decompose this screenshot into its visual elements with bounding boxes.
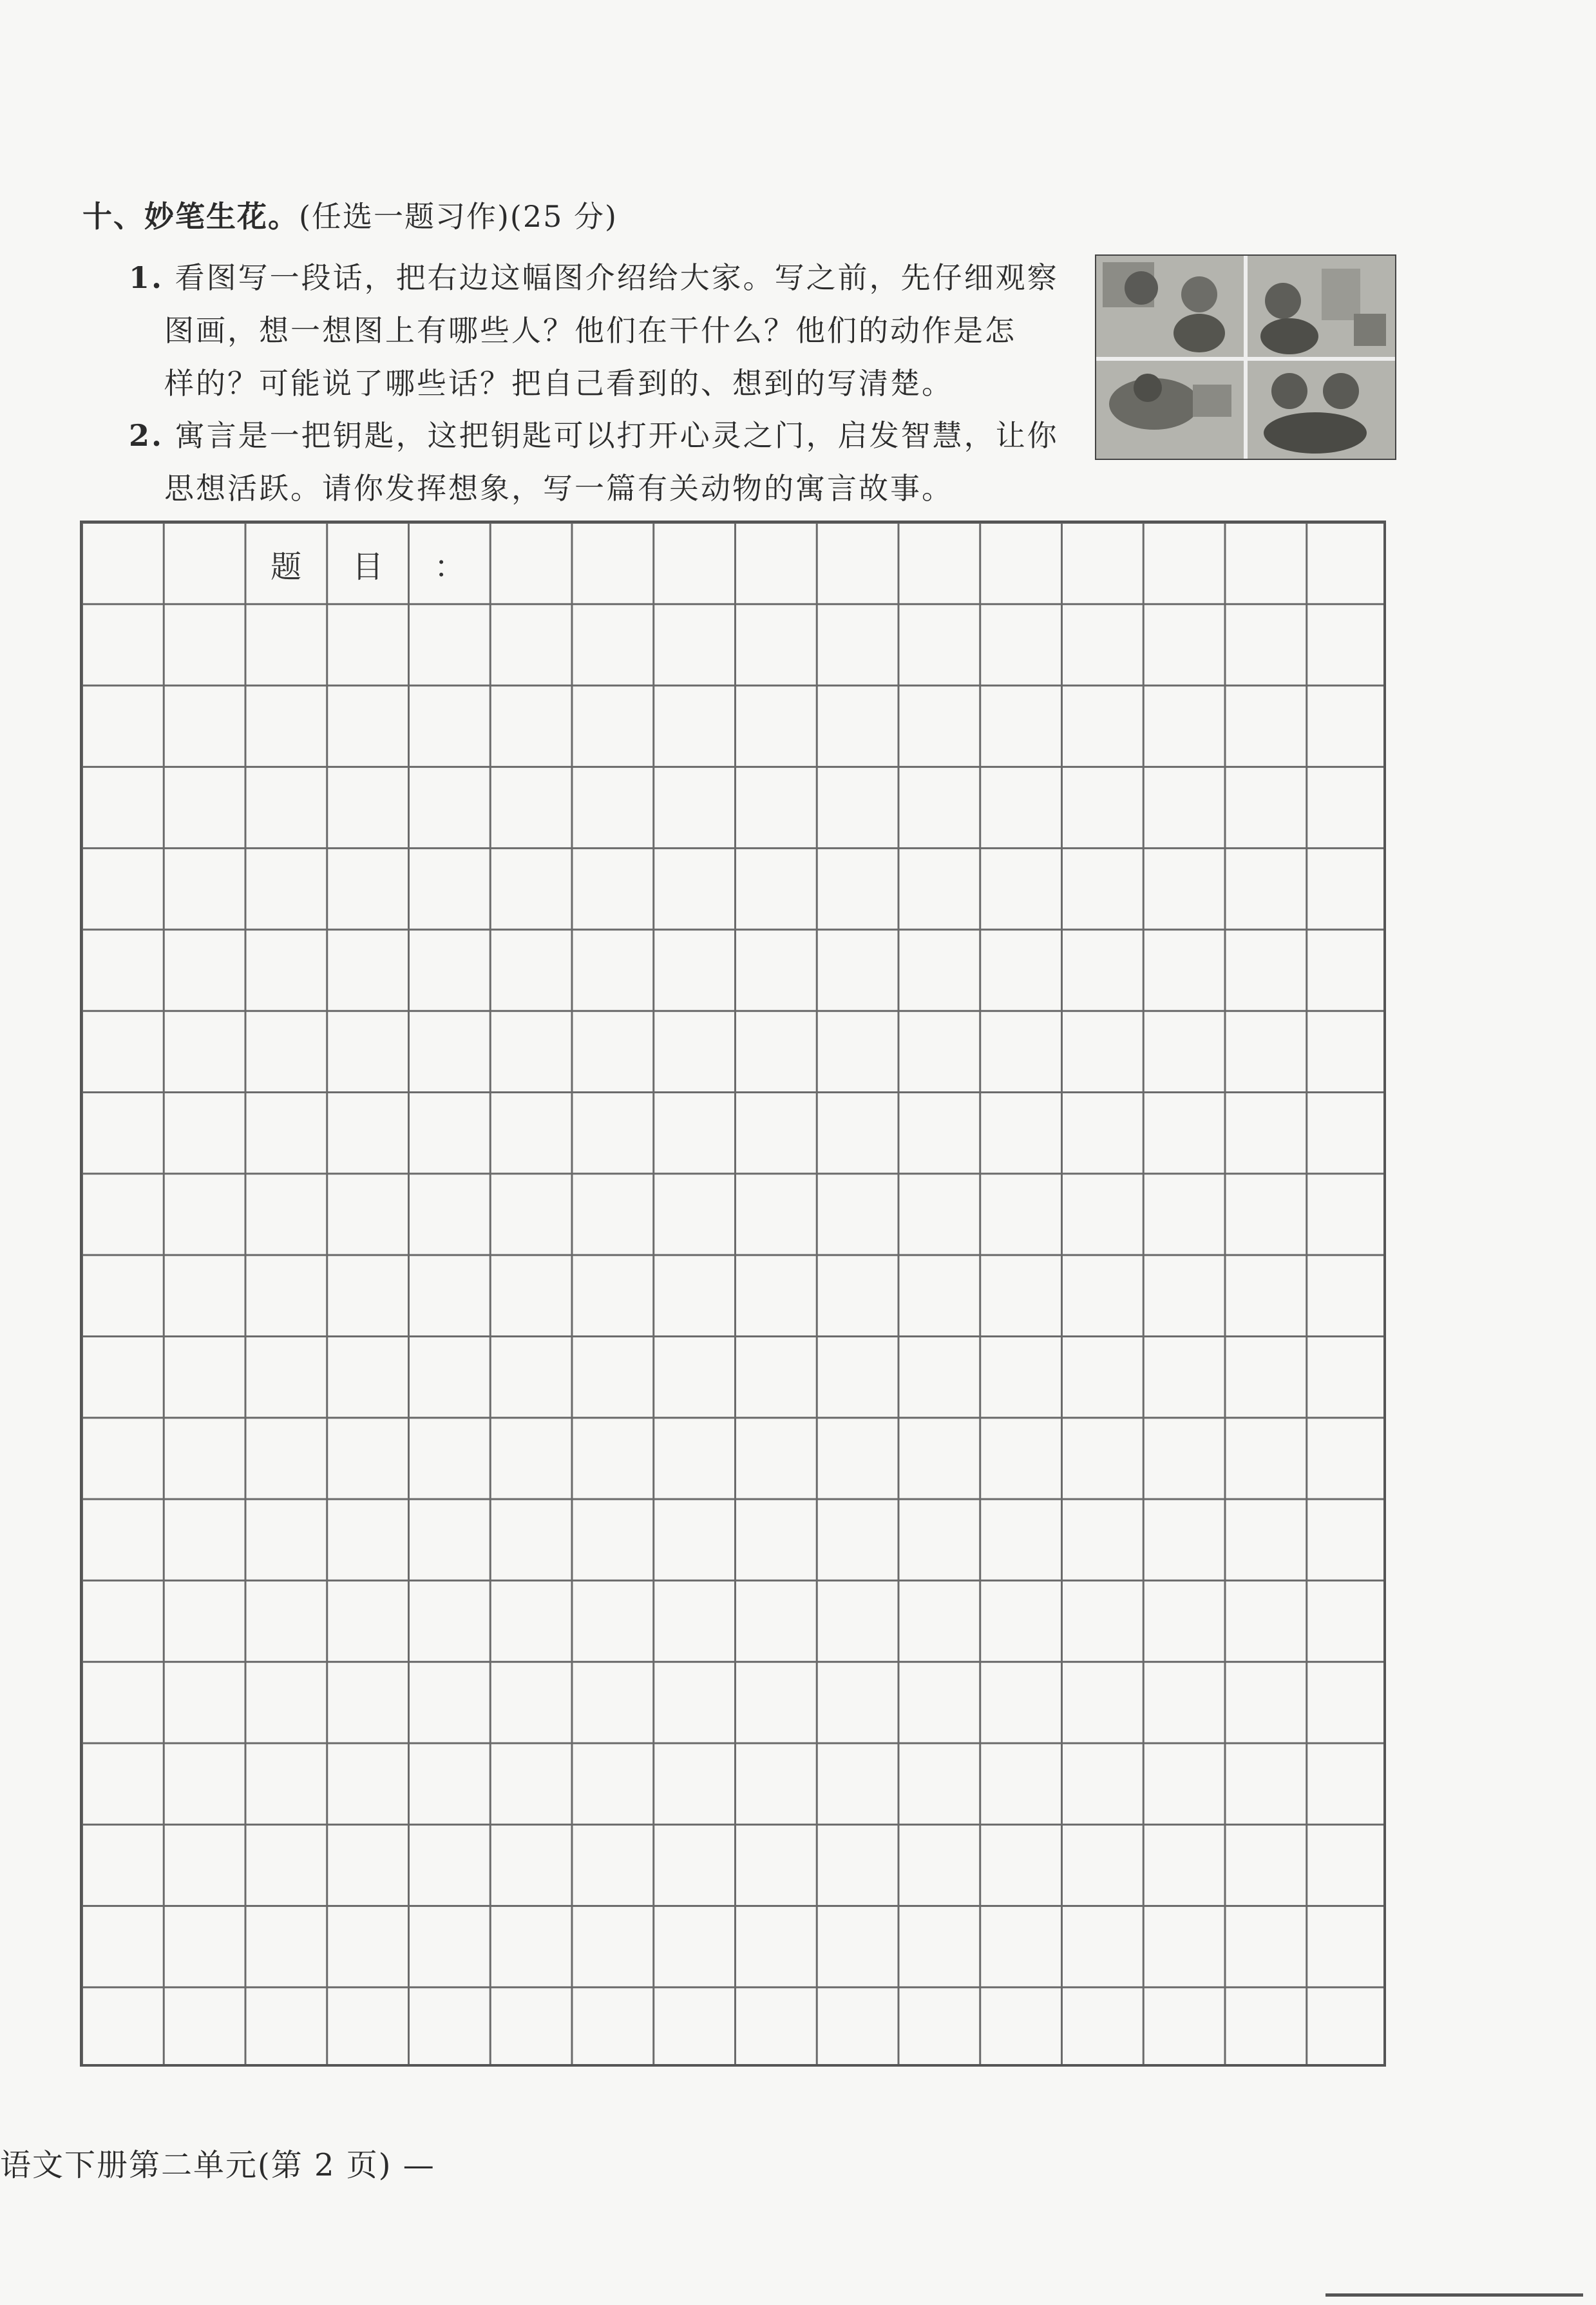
section-title: 妙笔生花。 [144,199,299,234]
footer-rule [1325,2293,1583,2297]
grid-title-char-1: 题 [270,548,301,585]
grid-title-colon: ： [433,548,465,585]
task-1-line-1: 看图写一段话，把右边这幅图介绍给大家。写之前，先仔细观察 [175,260,1059,295]
comic-panels-image [1096,256,1395,459]
section-heading [82,193,618,236]
task-2-index: 2. [129,418,164,453]
task-1-index: 1. [129,260,164,295]
task-1-line-3: 样的？可能说了哪些话？把自己看到的、想到的写清楚。 [164,366,953,401]
task-1-line-2: 图画，想一想图上有哪些人？他们在干什么？他们的动作是怎 [164,313,1016,348]
task-2-line-1: 寓言是一把钥匙，这把钥匙可以打开心灵之门，启发智慧，让你 [175,418,1059,453]
grid-title-char-2: 目 [352,548,383,585]
task-2-line-2: 思想活跃。请你发挥想象，写一篇有关动物的寓言故事。 [164,471,953,506]
writing-grid[interactable] [80,521,1386,2067]
task-1 [129,251,1069,410]
task-2 [129,409,1069,515]
section-note: (任选一题习作)(25 分) [299,199,618,234]
comic-illustration [1095,254,1396,460]
section-number: 十、 [82,199,144,234]
page-footer: 语文下册第二单元(第 2 页) — [0,2147,435,2183]
